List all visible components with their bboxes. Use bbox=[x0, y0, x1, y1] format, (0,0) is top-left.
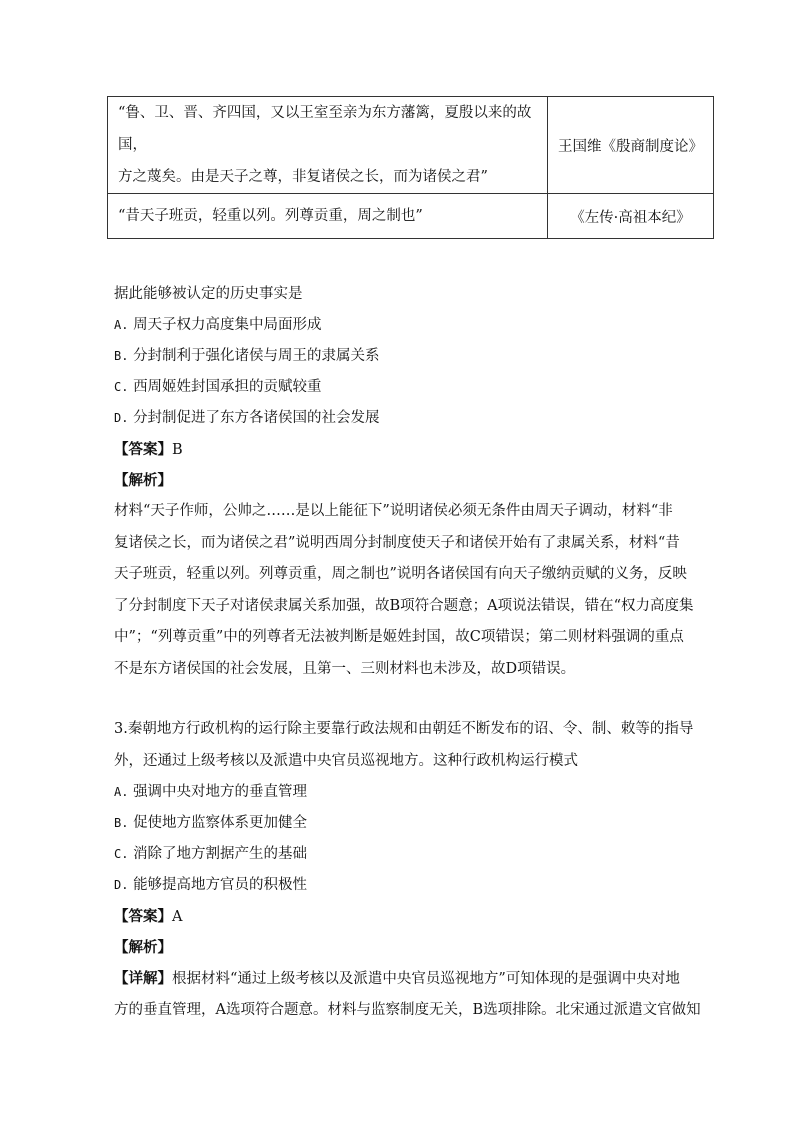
quote-line: “鲁、卫、晋、齐四国，又以王室至亲为东方藩篱，夏殷以来的故国， bbox=[118, 105, 532, 153]
analysis-label: 【解析】 bbox=[114, 939, 172, 956]
option-letter: B. bbox=[114, 816, 129, 830]
quote-line: 方之蔑矣。由是天子之尊，非复诸侯之长，而为诸侯之君” bbox=[118, 169, 488, 185]
option-text: 消除了地方割据产生的基础 bbox=[133, 846, 308, 862]
detail-label: 【详解】 bbox=[114, 970, 172, 987]
source-cell: 王国维《殷商制度论》 bbox=[548, 97, 714, 194]
analysis-line: 天子班贡，轻重以列。列尊贡重，周之制也”说明各诸侯国有向天子缴纳贡赋的义务，反映 bbox=[114, 566, 687, 582]
answer-value: B bbox=[172, 442, 183, 458]
option-text: 促使地方监察体系更加健全 bbox=[133, 815, 308, 831]
analysis-line: 材料“天子作师，公帅之……是以上能征下”说明诸侯必须无条件由周天子调动，材料“非 bbox=[114, 503, 673, 519]
analysis-heading bbox=[114, 932, 689, 963]
question-3 bbox=[114, 714, 701, 1026]
option-letter: A. bbox=[114, 318, 129, 332]
option-letter: C. bbox=[114, 380, 129, 394]
option-text: 西周姬姓封国承担的贡赋较重 bbox=[133, 379, 322, 395]
option-c bbox=[114, 372, 689, 403]
option-text: 分封制促进了东方各诸侯国的社会发展 bbox=[133, 410, 380, 426]
detail-text: 根据材料“通过上级考核以及派遣中央官员巡视地方”可知体现的是强调中央对地 bbox=[172, 971, 680, 987]
option-a bbox=[114, 310, 689, 341]
option-text: 强调中央对地方的垂直管理 bbox=[133, 784, 308, 800]
question-stem: 外，还通过上级考核以及派遣中央官员巡视地方。这种行政机构运行模式 bbox=[114, 752, 578, 769]
answer-line bbox=[114, 901, 689, 932]
quote-line: “昔天子班贡，轻重以列。列尊贡重，周之制也” bbox=[118, 208, 423, 224]
answer-value: A bbox=[172, 909, 183, 925]
source-table bbox=[107, 96, 714, 239]
detail-line: 方的垂直管理，A选项符合题意。材料与监察制度无关，B选项排除。北宋通过派遣文官做知 bbox=[114, 1001, 701, 1018]
option-a bbox=[114, 777, 689, 808]
analysis-line: 中”；“列尊贡重”中的列尊者无法被判断是姬姓封国，故C项错误；第二则材料强调的重点 bbox=[114, 629, 684, 645]
option-text: 能够提高地方官员的积极性 bbox=[133, 877, 308, 893]
question-2 bbox=[114, 279, 694, 685]
analysis-line: 不是东方诸侯国的社会发展，且第一、三则材料也未涉及，故D项错误。 bbox=[114, 660, 576, 677]
table-row bbox=[108, 97, 714, 194]
option-d bbox=[114, 403, 689, 434]
quote-cell bbox=[108, 97, 548, 194]
analysis-line: 复诸侯之长，而为诸侯之君”说明西周分封制度使天子和诸侯开始有了隶属关系，材料“昔 bbox=[114, 534, 680, 551]
option-text: 周天子权力高度集中局面形成 bbox=[133, 317, 322, 333]
option-letter: C. bbox=[114, 847, 129, 861]
source-cell: 《左传·高祖本纪》 bbox=[548, 194, 714, 239]
option-c bbox=[114, 839, 689, 870]
option-letter: B. bbox=[114, 349, 129, 363]
option-b bbox=[114, 808, 689, 839]
analysis-label: 【解析】 bbox=[114, 472, 172, 489]
answer-label: 【答案】 bbox=[114, 441, 172, 458]
option-letter: D. bbox=[114, 411, 129, 425]
question-stem: 3.秦朝地方行政机构的运行除主要靠行政法规和由朝廷不断发布的诏、令、制、敕等的指导 bbox=[114, 721, 694, 737]
option-letter: D. bbox=[114, 878, 129, 892]
quote-cell bbox=[108, 194, 548, 239]
table-row bbox=[108, 194, 714, 239]
analysis-line: 了分封制度下天子对诸侯隶属关系加强，故B项符合题意；A项说法错误，错在“权力高度集 bbox=[114, 597, 694, 614]
option-b bbox=[114, 341, 689, 372]
detail-line bbox=[114, 963, 689, 995]
option-letter: A. bbox=[114, 785, 129, 799]
analysis-heading bbox=[114, 465, 689, 496]
answer-label: 【答案】 bbox=[114, 908, 172, 925]
answer-line bbox=[114, 434, 689, 465]
option-text: 分封制利于强化诸侯与周王的隶属关系 bbox=[133, 348, 380, 364]
question-stem: 据此能够被认定的历史事实是 bbox=[114, 286, 303, 302]
option-d bbox=[114, 870, 689, 901]
